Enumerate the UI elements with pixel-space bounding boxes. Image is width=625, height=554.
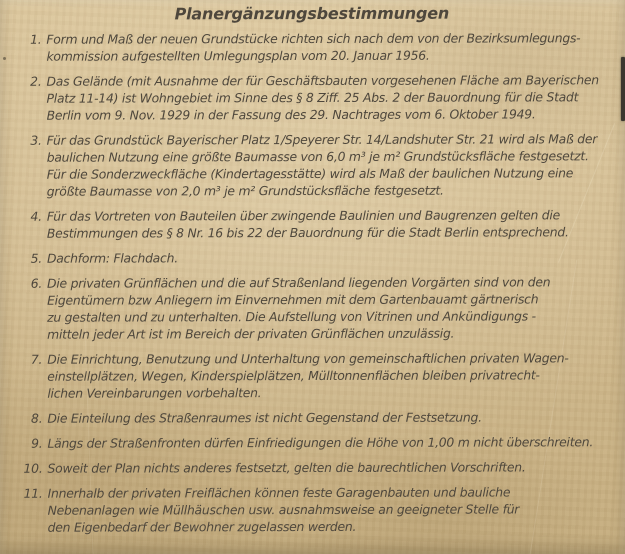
provision-text <box>47 130 625 200</box>
text-line: Die Einrichtung, Benutzung und Unterhaltung von gemeinschaftlichen privaten Wagen- <box>47 350 569 367</box>
text-line: baulichen Nutzung eine größte Baumasse von 6,0 m³ je m² Grundstücksfläche festgesetzt. <box>46 148 589 165</box>
provision-number: 8. <box>31 410 43 426</box>
text-line: zu gestalten und zu unterhalten. Die Aufstellung von Vitrinen und Ankündigungs - <box>47 308 536 325</box>
provision-text <box>47 206 625 242</box>
provision-number: 6. <box>30 275 43 291</box>
provision-item <box>16 349 625 402</box>
provisions-list <box>0 29 625 536</box>
text-line: Dachform: Flachdach. <box>46 250 178 266</box>
provision-text <box>47 433 625 452</box>
provision-number: 9. <box>31 435 43 451</box>
text-line: den Eigenbedarf der Bewohner zugelassen werden. <box>47 518 357 535</box>
text-line: kommission aufgestellten Umlegungsplan vom 20. Januar 1956. <box>46 47 430 64</box>
provision-item <box>16 458 625 477</box>
provision-text <box>48 483 625 536</box>
provision-text <box>47 349 625 402</box>
provision-item <box>16 433 625 452</box>
text-line: Für das Grundstück Bayerischer Platz 1/Speyerer Str. 14/Landshuter Str. 21 wird als Maß der <box>46 131 598 148</box>
text-line: Für die Sonderzweckfläche (Kindertagesstätte) wird als Maß der baulichen Nutzung eine <box>46 165 574 182</box>
provision-number: 1. <box>30 31 42 47</box>
provision-number: 2. <box>30 73 42 89</box>
text-line: Für das Vortreten von Bauteilen über zwingende Baulinien und Baugrenzen gelten die <box>46 207 561 224</box>
text-line: Längs der Straßenfronten dürfen Einfriedigungen die Höhe von 1,00 m nicht überschreiten. <box>47 434 594 451</box>
text-line: Berlin vom 9. Nov. 1929 in der Fassung des 29. Nachtrages vom 6. Oktober 1949. <box>46 106 536 123</box>
document-title: Planergänzungsbestimmungen <box>174 3 450 24</box>
provision-number: 11. <box>23 485 43 501</box>
text-line: Bestimmungen des § 8 Nr. 16 bis 22 der Bauordnung für die Stadt Berlin entsprechend. <box>46 224 569 241</box>
text-line: Nebenanlagen wie Müllhäuschen usw. ausnahmsweise an geeigneter Stelle für <box>47 501 520 518</box>
text-line: größte Baumasse von 2,0 m³ je m² Grundstücksfläche festgesetzt. <box>46 182 444 199</box>
provision-text <box>47 408 625 427</box>
text-line: Innerhalb der privaten Freiflächen können feste Garagenbauten und bauliche <box>47 484 511 501</box>
provision-item <box>16 130 625 200</box>
text-line: Form und Maß der neuen Grundstücke richten sich nach dem von der Bezirksumlegungs- <box>46 30 581 47</box>
provision-item <box>16 273 625 343</box>
provision-item <box>15 71 624 124</box>
provision-number: 4. <box>30 208 42 224</box>
document-content <box>0 3 625 544</box>
text-line: Das Gelände (mit Ausnahme der für Geschäftsbauten vorgesehenen Fläche am Bayerischen <box>46 72 599 89</box>
paper-speck <box>3 57 6 60</box>
text-line: Die Einteilung des Straßenraumes ist nicht Gegenstand der Festsetzung. <box>47 409 482 426</box>
text-line: Soweit der Plan nichts anderes festsetzt, gelten die baurechtlichen Vorschriften. <box>47 459 526 476</box>
provision-number: 10. <box>23 460 43 476</box>
text-line: Platz 11-14) ist Wohngebiet im Sinne des § 8 Ziff. 25 Abs. 2 der Bauordnung für die Stadt <box>46 89 579 106</box>
provision-number: 7. <box>30 351 43 367</box>
text-line: Eigentümern bzw Anliegern im Einvernehmen mit dem Gartenbauamt gärtnerisch <box>47 291 539 308</box>
provision-text <box>47 458 625 477</box>
provision-text <box>46 71 624 124</box>
provision-text <box>47 273 625 343</box>
text-line: mitteln jeder Art ist im Bereich der privaten Grünflächen unzulässig. <box>47 325 455 342</box>
provision-item <box>17 483 625 536</box>
provision-item <box>15 29 624 65</box>
text-line: einstellplätzen, Wegen, Kinderspielplätzen, Mülltonnenflächen bleiben privatrecht- <box>47 367 540 384</box>
provision-number: 3. <box>30 132 42 148</box>
provision-number: 5. <box>30 250 42 266</box>
scan-edge-artifact <box>621 57 625 121</box>
provision-text <box>47 248 625 267</box>
provision-item <box>16 408 625 427</box>
text-line: lichen Vereinbarungen vorbehalten. <box>47 385 262 401</box>
provision-item <box>16 248 625 267</box>
provision-item <box>16 206 625 242</box>
text-line: Die privaten Grünflächen und die auf Straßenland liegenden Vorgärten sind von den <box>47 274 551 291</box>
provision-text <box>46 29 624 65</box>
